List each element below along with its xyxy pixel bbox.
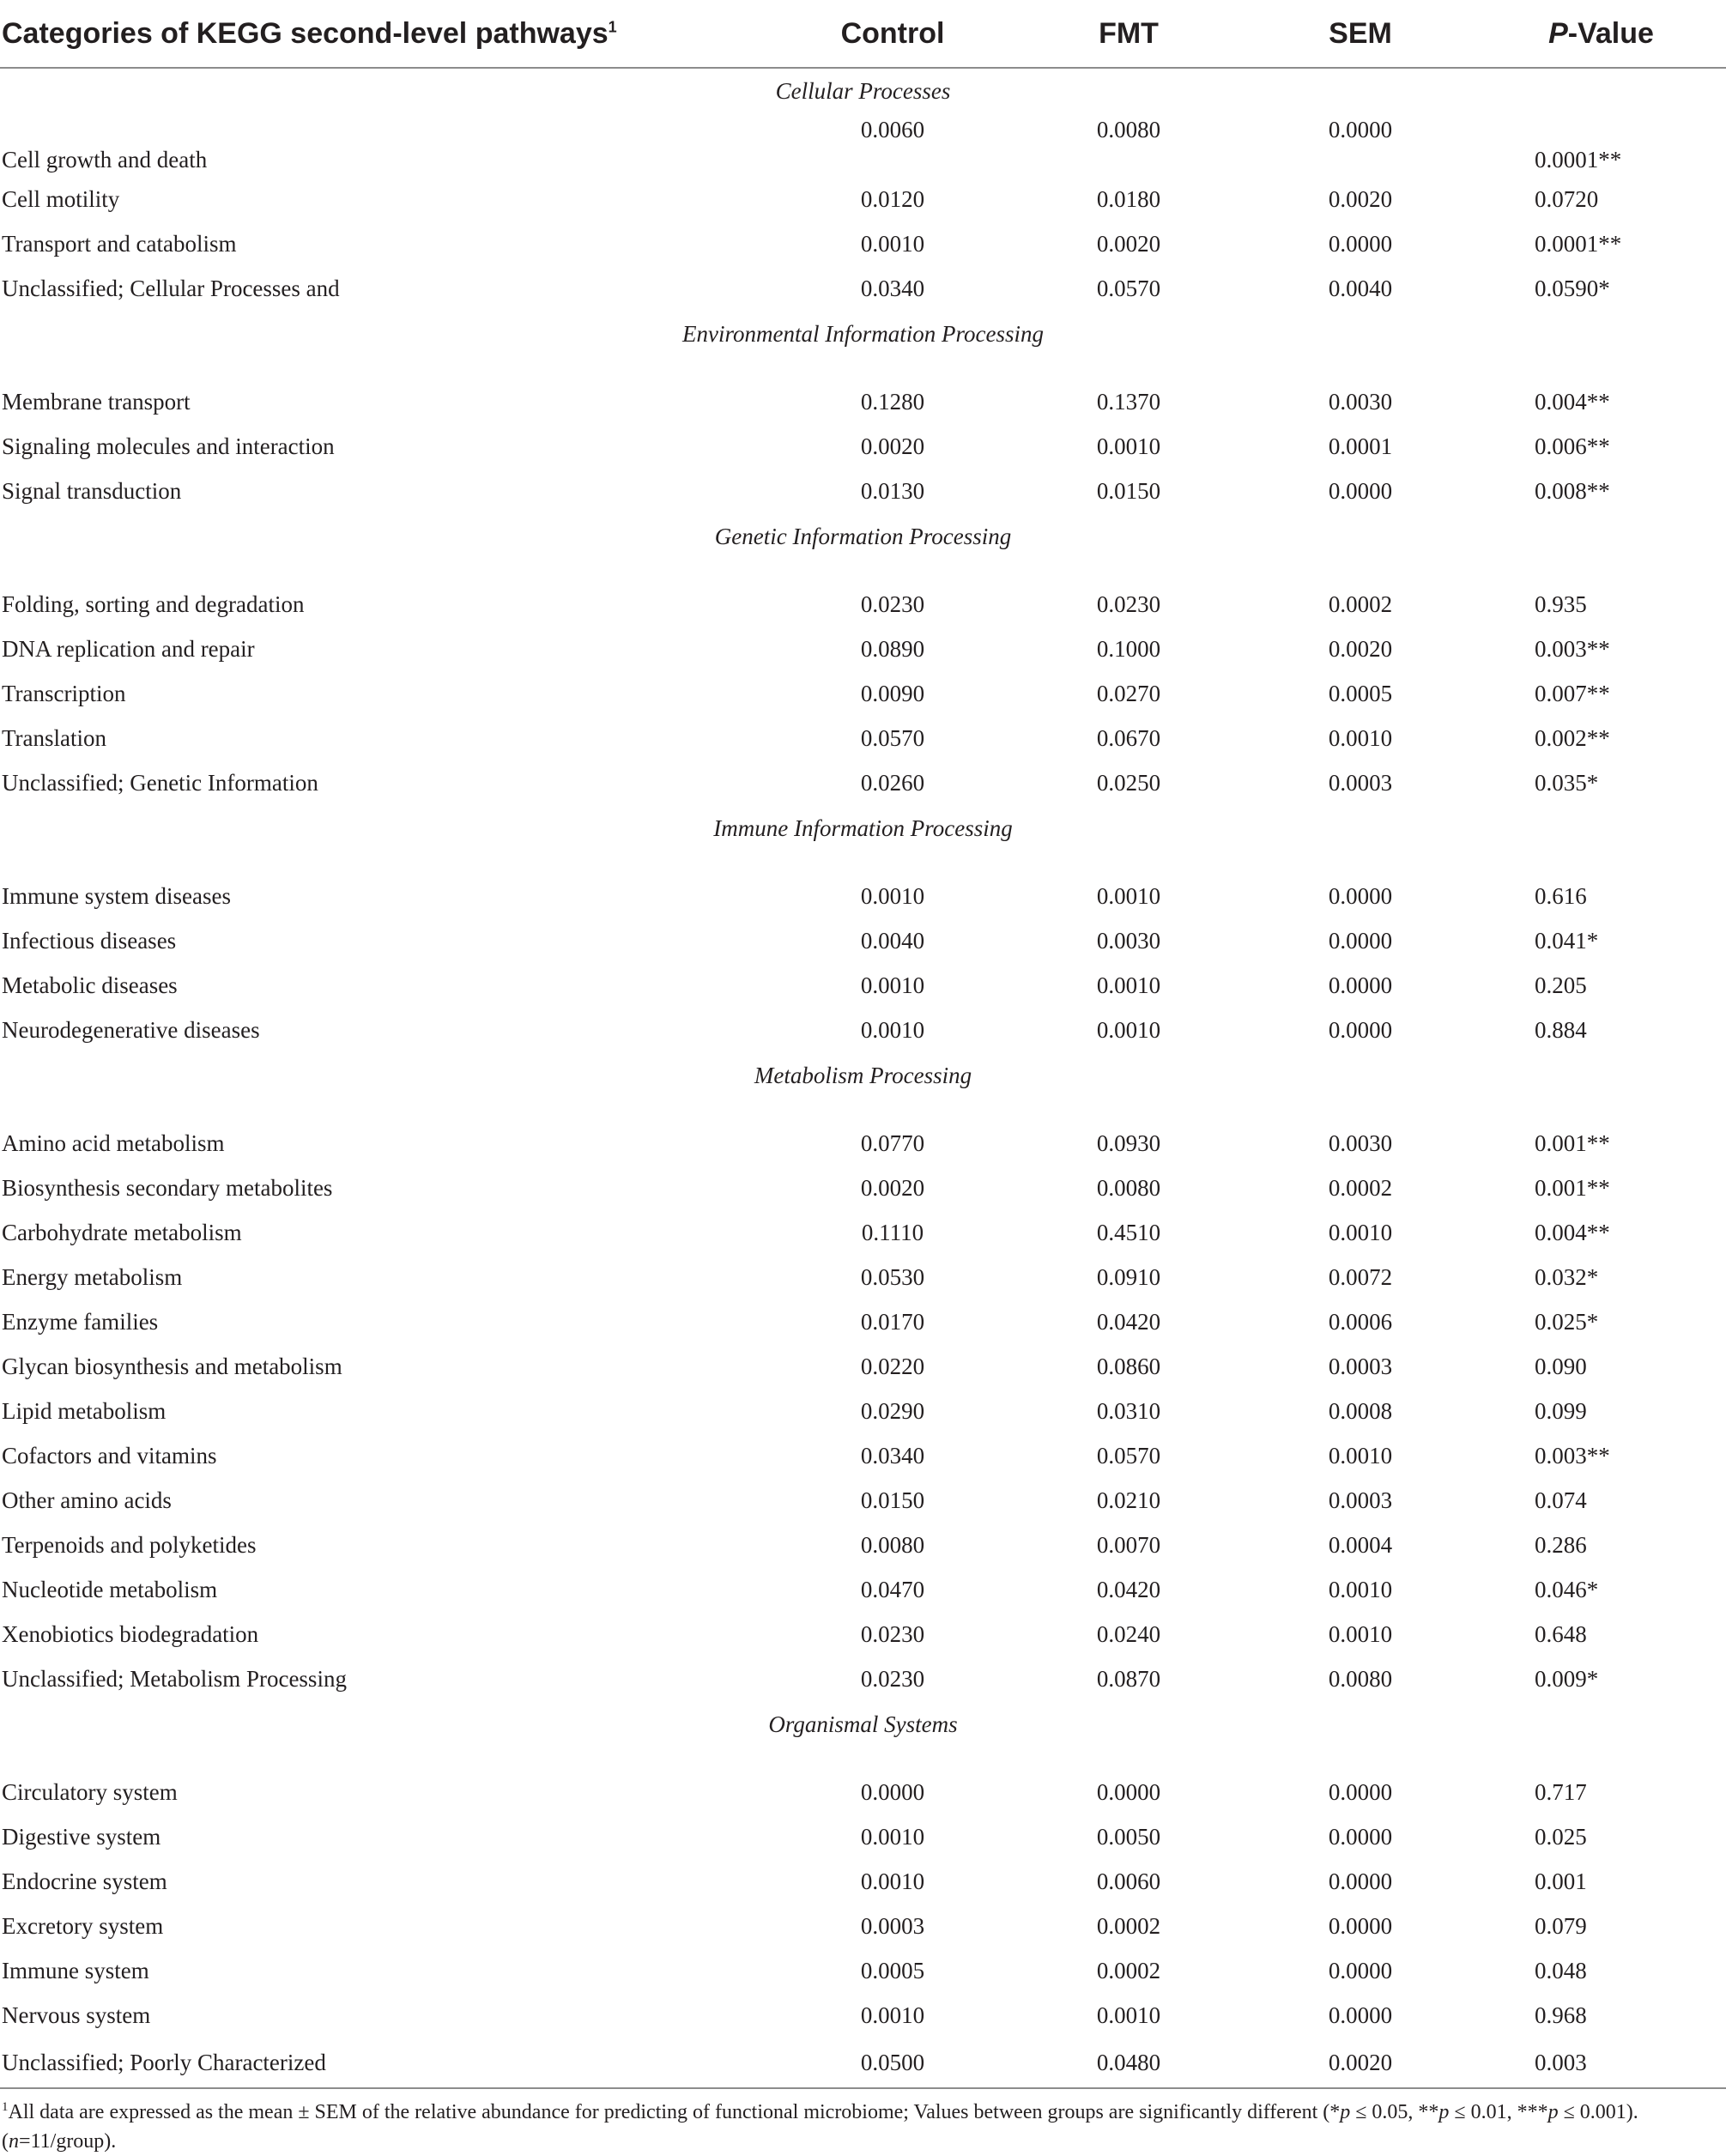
- table-header: [0, 0, 1726, 68]
- control-value: 0.0170: [860, 1308, 925, 1335]
- pathway-name: Terpenoids and polyketides: [2, 1531, 257, 1558]
- fmt-value: 0.1370: [1096, 388, 1161, 415]
- sem-value: 0.0006: [1328, 1308, 1393, 1335]
- table-row: [0, 1121, 1726, 1166]
- p-value: 0.001: [1535, 1868, 1587, 1894]
- control-value: 0.0020: [860, 1174, 925, 1201]
- control-value: 0.0003: [860, 1912, 925, 1939]
- pathway-name: Translation: [2, 724, 107, 751]
- pathway-name: Signal transduction: [2, 477, 182, 504]
- pathway-name: Infectious diseases: [2, 927, 177, 954]
- sem-value: 0.0010: [1328, 1442, 1393, 1469]
- sem-value: 0.0000: [1328, 230, 1393, 257]
- control-value: 0.0770: [860, 1129, 925, 1156]
- pathway-name: Metabolic diseases: [2, 972, 178, 998]
- table-row: [0, 266, 1726, 311]
- table-row: [0, 1567, 1726, 1612]
- p-value: 0.046*: [1535, 1576, 1599, 1602]
- section-header-row: [0, 311, 1726, 379]
- pathway-name: Carbohydrate metabolism: [2, 1219, 242, 1245]
- pathway-name: DNA replication and repair: [2, 635, 255, 662]
- table-row: [0, 1008, 1726, 1052]
- p-value: 0.935: [1535, 590, 1587, 617]
- sem-value: 0.0000: [1328, 882, 1393, 909]
- table-row: [0, 1166, 1726, 1210]
- sem-value: 0.0010: [1328, 724, 1393, 751]
- p-value: 0.616: [1535, 882, 1587, 909]
- table-row: [0, 918, 1726, 963]
- control-value: 0.0230: [860, 1665, 925, 1692]
- p-value: 0.035*: [1535, 769, 1599, 796]
- fmt-value: 0.1000: [1096, 635, 1161, 662]
- p-value: 0.648: [1535, 1620, 1587, 1647]
- sem-value: 0.0008: [1328, 1397, 1393, 1424]
- section-title: Genetic Information Processing: [714, 524, 1012, 549]
- pathway-name: Immune system: [2, 1957, 149, 1983]
- p-value: 0.0720: [1535, 185, 1599, 212]
- fmt-value: 0.0420: [1096, 1576, 1161, 1602]
- pathway-name: Membrane transport: [2, 388, 191, 415]
- table-row: [0, 627, 1726, 671]
- p-value: 0.032*: [1535, 1263, 1599, 1290]
- sem-value: 0.0000: [1328, 927, 1393, 954]
- control-value: 0.0530: [860, 1263, 925, 1290]
- fmt-value: 0.0002: [1096, 1957, 1161, 1983]
- control-value: 0.0060: [860, 117, 925, 142]
- control-value: 0.0080: [860, 1531, 925, 1558]
- section-title: Environmental Information Processing: [682, 321, 1044, 347]
- pathway-name: Digestive system: [2, 1823, 161, 1850]
- pathway-name: Glycan biosynthesis and metabolism: [2, 1353, 342, 1379]
- header-sem: SEM: [1245, 0, 1476, 68]
- section-header-row: [0, 68, 1726, 113]
- fmt-value: 0.0570: [1096, 275, 1161, 301]
- control-value: 0.0890: [860, 635, 925, 662]
- sem-value: 0.0003: [1328, 769, 1393, 796]
- table-row: [0, 469, 1726, 513]
- control-value: 0.0570: [860, 724, 925, 751]
- p-value: 0.0001**: [1535, 230, 1622, 257]
- p-value: 0.090: [1535, 1353, 1587, 1379]
- fmt-value: 0.0270: [1096, 680, 1161, 706]
- control-value: 0.0340: [860, 275, 925, 301]
- pathway-name: Immune system diseases: [2, 882, 231, 909]
- control-value: 0.0290: [860, 1397, 925, 1424]
- header-fmt: FMT: [1013, 0, 1245, 68]
- table-row: [0, 963, 1726, 1008]
- pathway-name: Signaling molecules and interaction: [2, 433, 335, 459]
- table-row: [0, 760, 1726, 805]
- control-value: 0.0000: [860, 1778, 925, 1805]
- table-row: [0, 716, 1726, 760]
- fmt-value: 0.0240: [1096, 1620, 1161, 1647]
- pathway-name: Enzyme families: [2, 1308, 159, 1335]
- sem-value: 0.0003: [1328, 1487, 1393, 1513]
- sem-value: 0.0002: [1328, 1174, 1393, 1201]
- table-row: [0, 113, 1726, 177]
- table-row: [0, 1814, 1726, 1859]
- pathway-name: Unclassified; Metabolism Processing: [2, 1665, 347, 1692]
- pathway-name: Lipid metabolism: [2, 1397, 167, 1424]
- p-value: 0.009*: [1535, 1665, 1599, 1692]
- fmt-value: 0.0070: [1096, 1531, 1161, 1558]
- sem-value: 0.0010: [1328, 1576, 1393, 1602]
- control-value: 0.0040: [860, 927, 925, 954]
- fmt-value: 0.0150: [1096, 477, 1161, 504]
- table-row: [0, 874, 1726, 918]
- sem-value: 0.0010: [1328, 1620, 1393, 1647]
- fmt-value: 0.0010: [1096, 433, 1161, 459]
- control-value: 0.0010: [860, 1016, 925, 1043]
- table-row: [0, 221, 1726, 266]
- p-value: 0.003**: [1535, 1442, 1610, 1469]
- control-value: 0.0120: [860, 185, 925, 212]
- p-value: 0.002**: [1535, 724, 1610, 751]
- pathway-name: Unclassified; Genetic Information: [2, 769, 318, 796]
- pathway-name: Neurodegenerative diseases: [2, 1016, 260, 1043]
- table-row: [0, 1344, 1726, 1389]
- control-value: 0.0010: [860, 972, 925, 998]
- p-value: 0.025*: [1535, 1308, 1599, 1335]
- sem-value: 0.0000: [1328, 1868, 1393, 1894]
- sem-value: 0.0010: [1328, 1219, 1393, 1245]
- table-row: [0, 1523, 1726, 1567]
- p-value: 0.079: [1535, 1912, 1587, 1939]
- fmt-value: 0.0420: [1096, 1308, 1161, 1335]
- control-value: 0.0260: [860, 769, 925, 796]
- pathway-name: Energy metabolism: [2, 1263, 183, 1290]
- pathway-name: Folding, sorting and degradation: [2, 590, 305, 617]
- p-value: 0.205: [1535, 972, 1587, 998]
- table-row: [0, 1299, 1726, 1344]
- section-header-row: [0, 1052, 1726, 1121]
- sem-value: 0.0030: [1328, 388, 1393, 415]
- sem-value: 0.0000: [1328, 1016, 1393, 1043]
- fmt-value: 0.0010: [1096, 1016, 1161, 1043]
- p-value: 0.0590*: [1535, 275, 1610, 301]
- fmt-value: 0.0180: [1096, 185, 1161, 212]
- fmt-value: 0.0310: [1096, 1397, 1161, 1424]
- table-row: [0, 1612, 1726, 1656]
- control-value: 0.0130: [860, 477, 925, 504]
- sem-value: 0.0005: [1328, 680, 1393, 706]
- fmt-value: 0.0020: [1096, 230, 1161, 257]
- sem-value: 0.0072: [1328, 1263, 1393, 1290]
- sem-value: 0.0002: [1328, 590, 1393, 617]
- control-value: 0.0470: [860, 1576, 925, 1602]
- sem-value: 0.0003: [1328, 1353, 1393, 1379]
- control-value: 0.0500: [772, 2038, 1013, 2088]
- fmt-value: 0.0910: [1096, 1263, 1161, 1290]
- pathway-name: Excretory system: [2, 1912, 164, 1939]
- p-value: 0.003: [1476, 2038, 1726, 2088]
- fmt-value: 0.0050: [1096, 1823, 1161, 1850]
- table-row: [0, 1993, 1726, 2038]
- table-body: [0, 68, 1726, 2088]
- control-value: 0.0010: [860, 1823, 925, 1850]
- fmt-value: 0.0010: [1096, 972, 1161, 998]
- control-value: 0.0005: [860, 1957, 925, 1983]
- control-value: 0.0010: [860, 882, 925, 909]
- pathway-name: Biosynthesis secondary metabolites: [2, 1174, 333, 1201]
- sem-value: 0.0030: [1328, 1129, 1393, 1156]
- section-header-row: [0, 1701, 1726, 1770]
- sem-value: 0.0080: [1328, 1665, 1393, 1692]
- pathway-name: Transport and catabolism: [2, 230, 237, 257]
- fmt-value: 0.0210: [1096, 1487, 1161, 1513]
- p-value: 0.074: [1535, 1487, 1587, 1513]
- table-row: [0, 379, 1726, 424]
- control-value: 0.1110: [861, 1219, 924, 1245]
- control-value: 0.0010: [860, 2002, 925, 2028]
- p-value: 0.286: [1535, 1531, 1587, 1558]
- p-value: 0.099: [1535, 1397, 1587, 1424]
- p-value: 0.884: [1535, 1016, 1587, 1043]
- pathway-name: Cell motility: [2, 185, 120, 212]
- table-row: [0, 177, 1726, 221]
- table-footnote: $^1$All data are expressed as the mean ± SEM of the relative abundance for predicting of functional microbiome; Values between groups are significantly different (*p ≤ 0.05, **p ≤ 0.01, ***p ≤ 0.001). (n=11/group).: [2, 2100, 1638, 2153]
- fmt-value: 0.0010: [1096, 882, 1161, 909]
- p-value: 0.004**: [1535, 388, 1610, 415]
- table-row: [0, 1255, 1726, 1299]
- fmt-value: 0.0670: [1096, 724, 1161, 751]
- table-row: [0, 1859, 1726, 1904]
- control-value: 0.0010: [860, 230, 925, 257]
- fmt-value: 0.0930: [1096, 1129, 1161, 1156]
- p-value: 0.001**: [1535, 1129, 1610, 1156]
- control-value: 0.0230: [860, 590, 925, 617]
- table-row: [0, 1656, 1726, 1701]
- table-row: [0, 671, 1726, 716]
- control-value: 0.0340: [860, 1442, 925, 1469]
- fmt-value: 0.0230: [1096, 590, 1161, 617]
- p-value: 0.968: [1535, 2002, 1587, 2028]
- pathway-name: Cofactors and vitamins: [2, 1442, 217, 1469]
- sem-value: 0.0000: [1328, 2002, 1393, 2028]
- pathway-name: Nervous system: [2, 2002, 151, 2028]
- fmt-value: 0.0030: [1096, 927, 1161, 954]
- sem-value: 0.0040: [1328, 275, 1393, 301]
- sem-value: 0.0000: [1328, 117, 1393, 142]
- header-row: [0, 0, 1726, 68]
- fmt-value: 0.0010: [1096, 2002, 1161, 2028]
- pathway-name: Other amino acids: [2, 1487, 172, 1513]
- pathway-name: Amino acid metabolism: [2, 1129, 225, 1156]
- table-row: [0, 424, 1726, 469]
- pathway-name: Unclassified; Cellular Processes and: [2, 275, 340, 301]
- pathway-name: Unclassified; Poorly Characterized: [0, 2038, 772, 2088]
- p-value: 0.007**: [1535, 680, 1610, 706]
- sem-value: 0.0020: [1328, 185, 1393, 212]
- table-row: [0, 1904, 1726, 1948]
- sem-value: 0.0000: [1328, 1778, 1393, 1805]
- control-value: 0.1280: [860, 388, 925, 415]
- p-value: 0.048: [1535, 1957, 1587, 1983]
- fmt-value: 0.0002: [1096, 1912, 1161, 1939]
- sem-value: 0.0020: [1328, 635, 1393, 662]
- header-category: Categories of KEGG second-level pathways$^1$: [0, 0, 772, 68]
- table-row: [0, 1770, 1726, 1814]
- p-value: 0.025: [1535, 1823, 1587, 1850]
- section-header-row: [0, 513, 1726, 582]
- section-title: Immune Information Processing: [713, 815, 1013, 841]
- p-value: 0.0001**: [1535, 147, 1622, 173]
- pathway-name: Nucleotide metabolism: [2, 1576, 218, 1602]
- sem-value: 0.0020: [1245, 2038, 1476, 2088]
- table-row: [0, 1433, 1726, 1478]
- section-title: Organismal Systems: [768, 1711, 958, 1737]
- section-title: Cellular Processes: [775, 77, 951, 104]
- p-value: 0.003**: [1535, 635, 1610, 662]
- fmt-value: 0.0860: [1096, 1353, 1161, 1379]
- table-row: [0, 1389, 1726, 1433]
- header-control: Control: [772, 0, 1013, 68]
- p-value: 0.006**: [1535, 433, 1610, 459]
- fmt-value: 0.4510: [1096, 1219, 1161, 1245]
- pathway-name: Cell growth and death: [2, 147, 208, 173]
- fmt-value: 0.0870: [1096, 1665, 1161, 1692]
- header-p-value: P-Value: [1476, 0, 1726, 68]
- p-value: 0.004**: [1535, 1219, 1610, 1245]
- table-row: [0, 582, 1726, 627]
- p-value: 0.041*: [1535, 927, 1599, 954]
- pathway-name: Transcription: [2, 680, 126, 706]
- sem-value: 0.0000: [1328, 1823, 1393, 1850]
- fmt-value: 0.0080: [1096, 1174, 1161, 1201]
- sem-value: 0.0001: [1328, 433, 1393, 459]
- sem-value: 0.0000: [1328, 1957, 1393, 1983]
- control-value: 0.0020: [860, 433, 925, 459]
- control-value: 0.0010: [860, 1868, 925, 1894]
- p-value: 0.001**: [1535, 1174, 1610, 1201]
- table-row: [0, 2038, 1726, 2088]
- control-value: 0.0090: [860, 680, 925, 706]
- section-title: Metabolism Processing: [754, 1063, 972, 1088]
- control-value: 0.0230: [860, 1620, 925, 1647]
- fmt-value: 0.0060: [1096, 1868, 1161, 1894]
- control-value: 0.0220: [860, 1353, 925, 1379]
- control-value: 0.0150: [860, 1487, 925, 1513]
- section-header-row: [0, 805, 1726, 874]
- fmt-value: 0.0480: [1013, 2038, 1245, 2088]
- fmt-value: 0.0250: [1096, 769, 1161, 796]
- pathway-name: Endocrine system: [2, 1868, 167, 1894]
- pathway-name: Circulatory system: [2, 1778, 178, 1805]
- fmt-value: 0.0000: [1096, 1778, 1161, 1805]
- sem-value: 0.0004: [1328, 1531, 1393, 1558]
- p-value: 0.008**: [1535, 477, 1610, 504]
- table-row: [0, 1210, 1726, 1255]
- table-row: [0, 1948, 1726, 1993]
- fmt-value: 0.0570: [1096, 1442, 1161, 1469]
- pathway-name: Xenobiotics biodegradation: [2, 1620, 259, 1647]
- sem-value: 0.0000: [1328, 477, 1393, 504]
- table-row: [0, 1478, 1726, 1523]
- p-value: 0.717: [1535, 1778, 1587, 1805]
- sem-value: 0.0000: [1328, 972, 1393, 998]
- fmt-value: 0.0080: [1096, 117, 1161, 142]
- sem-value: 0.0000: [1328, 1912, 1393, 1939]
